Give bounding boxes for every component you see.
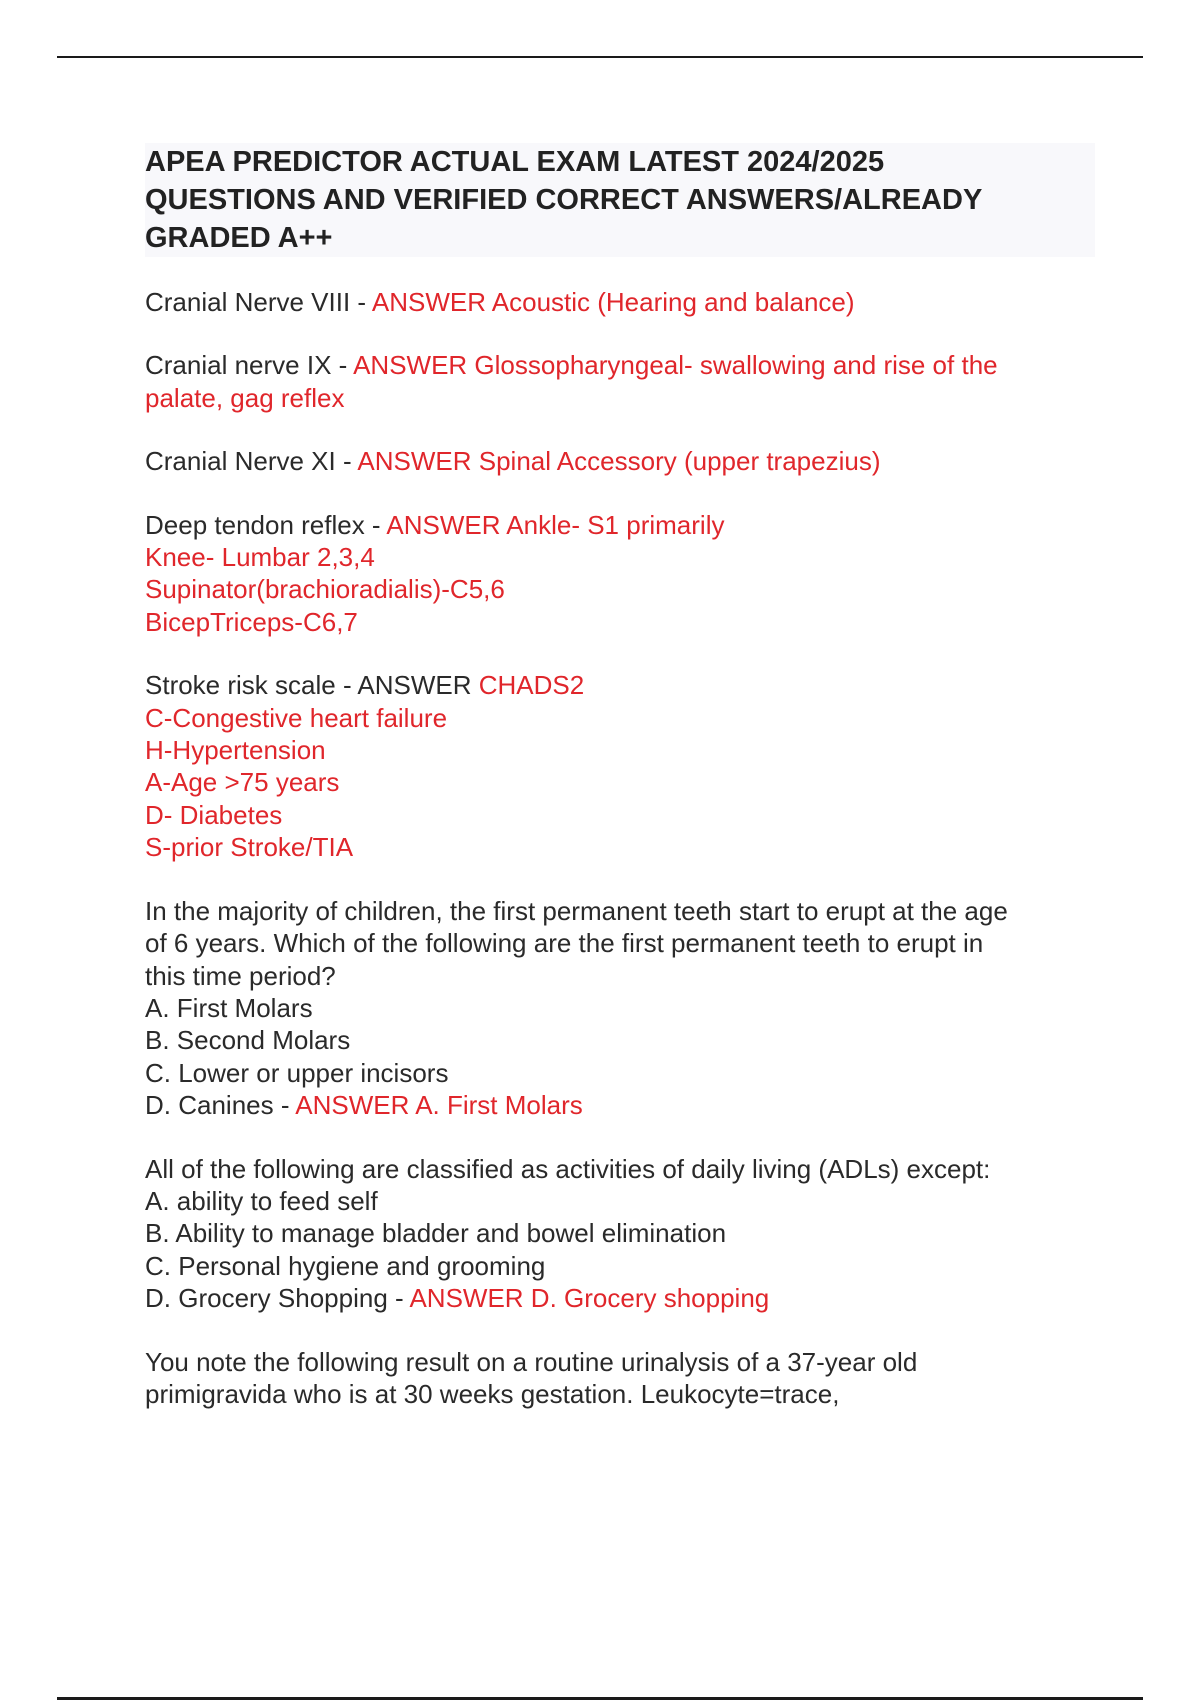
entry-line <box>145 1024 1095 1056</box>
answer-text: ANSWER A. First Molars <box>295 1090 583 1121</box>
qa-entry <box>145 895 1095 1122</box>
entry-line <box>145 606 1095 638</box>
entry-line <box>145 541 1095 573</box>
question-text: Deep tendon reflex - <box>145 509 387 540</box>
answer-text: ANSWER Ankle- S1 primarily <box>386 509 725 540</box>
question-text: Cranial Nerve VIII - <box>145 287 372 317</box>
entry-line <box>145 1378 1095 1410</box>
entry-line <box>145 734 1095 766</box>
title-line: APEA PREDICTOR ACTUAL EXAM LATEST 2024/2025 <box>145 146 885 178</box>
question-text: All of the following are classified as activities of daily living (ADLs) except: <box>145 1153 991 1184</box>
qa-entry <box>145 445 1095 477</box>
entry-line <box>145 1250 1095 1282</box>
answer-text: A-Age >75 years <box>145 767 340 798</box>
question-text: C. Personal hygiene and grooming <box>145 1250 546 1281</box>
qa-entry <box>145 286 1095 318</box>
answer-text: ANSWER D. Grocery shopping <box>409 1283 770 1314</box>
question-text: D. Canines - <box>145 1090 296 1121</box>
title-line: QUESTIONS AND VERIFIED CORRECT ANSWERS/ALREADY <box>145 184 983 216</box>
qa-entry <box>145 1153 1095 1315</box>
answer-text: ANSWER Spinal Accessory (upper trapezius) <box>357 446 881 477</box>
question-text: Stroke risk scale - ANSWER <box>145 670 479 701</box>
entry-line <box>145 702 1095 734</box>
question-text: primigravida who is at 30 weeks gestation. Leukocyte=trace, <box>145 1378 840 1409</box>
entry-line <box>145 1089 1095 1121</box>
top-rule <box>57 56 1143 58</box>
question-text: A. ability to feed self <box>145 1185 378 1216</box>
entry-line <box>145 927 1095 959</box>
question-text: B. Ability to manage bladder and bowel elimination <box>145 1218 727 1249</box>
question-text: You note the following result on a routine urinalysis of a 37-year old <box>145 1346 918 1377</box>
answer-text: H-Hypertension <box>145 735 326 766</box>
answer-text: S-prior Stroke/TIA <box>145 832 354 863</box>
qa-entry <box>145 349 1095 414</box>
qa-list <box>145 286 1095 1410</box>
question-text: A. First Molars <box>145 992 313 1023</box>
entry-line <box>145 349 1095 381</box>
document-body <box>145 143 1095 1441</box>
entry-line <box>145 960 1095 992</box>
entry-line <box>145 831 1095 863</box>
answer-text: Knee- Lumbar 2,3,4 <box>145 542 375 573</box>
entry-line <box>145 766 1095 798</box>
entry-line <box>145 1153 1095 1185</box>
answer-text: C-Congestive heart failure <box>145 702 448 733</box>
question-text: B. Second Molars <box>145 1025 351 1056</box>
question-text: D. Grocery Shopping - <box>145 1283 410 1314</box>
answer-text: D- Diabetes <box>145 799 283 830</box>
question-text: this time period? <box>145 960 336 991</box>
qa-entry <box>145 509 1095 639</box>
entry-line <box>145 1057 1095 1089</box>
answer-text: Supinator(brachioradialis)-C5,6 <box>145 574 505 605</box>
qa-entry <box>145 1346 1095 1411</box>
entry-line <box>145 286 1095 318</box>
document-title <box>145 143 1095 257</box>
entry-line <box>145 799 1095 831</box>
entry-line <box>145 509 1095 541</box>
entry-line <box>145 895 1095 927</box>
entry-line <box>145 1282 1095 1314</box>
answer-text: palate, gag reflex <box>145 382 345 413</box>
entry-line <box>145 1217 1095 1249</box>
title-line: GRADED A++ <box>145 222 333 254</box>
entry-line <box>145 1346 1095 1378</box>
question-text: In the majority of children, the first permanent teeth start to erupt at the age <box>145 895 1008 926</box>
question-text: C. Lower or upper incisors <box>145 1057 449 1088</box>
entry-line <box>145 382 1095 414</box>
answer-text: ANSWER Acoustic (Hearing and balance) <box>371 287 855 317</box>
entry-line <box>145 992 1095 1024</box>
answer-text: BicepTriceps-C6,7 <box>145 606 358 637</box>
entry-line <box>145 573 1095 605</box>
answer-text: ANSWER Glossopharyngeal- swallowing and rise of the <box>353 350 998 381</box>
entry-line <box>145 445 1095 477</box>
answer-text: CHADS2 <box>478 670 585 701</box>
entry-line <box>145 669 1095 701</box>
entry-line <box>145 1185 1095 1217</box>
question-text: Cranial Nerve XI - <box>145 446 358 477</box>
question-text: of 6 years. Which of the following are the first permanent teeth to erupt in <box>145 928 984 959</box>
question-text: Cranial nerve IX - <box>145 350 354 381</box>
qa-entry <box>145 669 1095 863</box>
